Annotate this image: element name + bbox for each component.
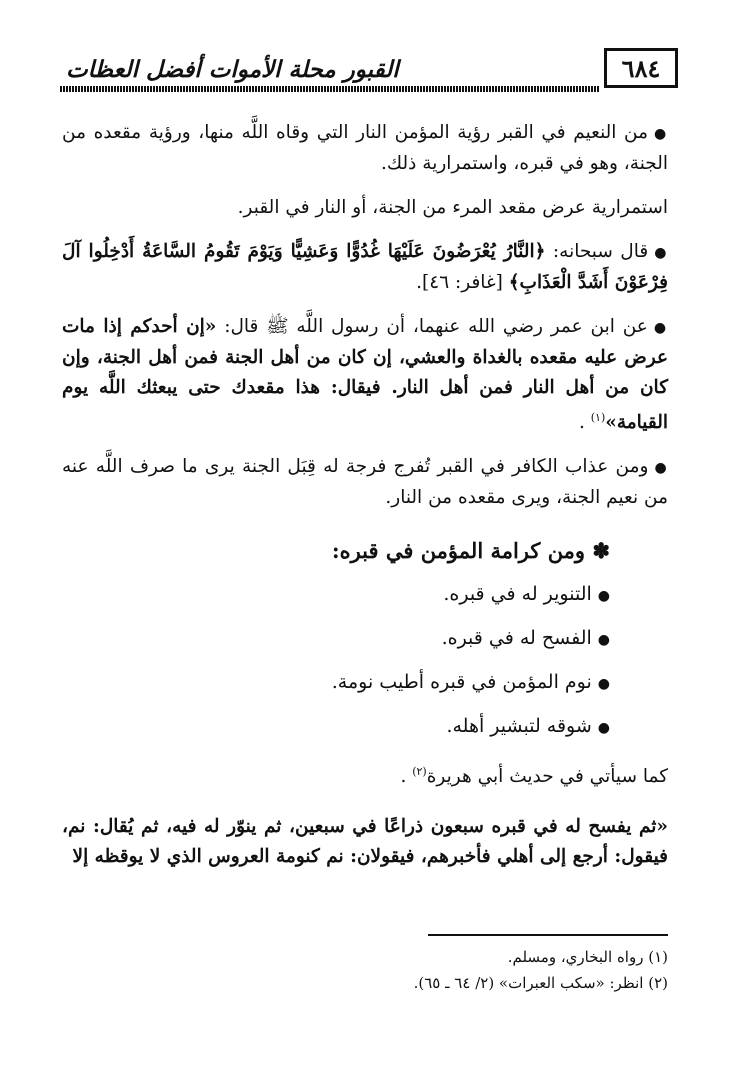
tail-text: . (400, 766, 413, 788)
hadith-text: «إن أحدكم إذا مات عرض عليه مقعده بالغداة والعشي، إن كان من أهل الجنة فمن أهل الجنة، وإن كان من أهل النار فمن أهل النار. فيقال: هذا مقعدك حتى يبعثك اللَّه يوم القيامة» (62, 316, 668, 434)
list-item-text: شوقه لتبشير أهله. (446, 715, 592, 738)
bullet-icon: ● (597, 720, 610, 737)
paragraph-3 (62, 237, 668, 298)
bullet-icon: ● (653, 320, 669, 336)
header-rule (60, 86, 600, 92)
bullet-icon: ● (654, 245, 668, 261)
tail-text: . (578, 412, 591, 434)
quran-verse: ﴿النَّارُ يُعْرَضُونَ عَلَيْهَا غُدُوًّا وَعَشِيًّا وَيَوْمَ تَقُومُ السَّاعَةُ أَدْخِلُوا آلَ فِرْعَوْنَ أَشَدَّ الْعَذَابِ﴾ (62, 241, 668, 293)
section-heading-text: ومن كرامة المؤمن في قبره: (331, 538, 586, 564)
bullet-icon: ● (654, 126, 668, 142)
section-note (62, 757, 668, 792)
section-heading (62, 535, 610, 567)
paragraph-5 (62, 452, 668, 513)
asterisk-icon: ✽ (592, 538, 610, 564)
bullet-icon: ● (654, 460, 669, 477)
list-item-text: نوم المؤمن في قبره أطيب نومة. (331, 671, 592, 694)
bullet-icon: ● (597, 588, 610, 605)
footnote-1: (١) رواه البخاري، ومسلم. (507, 948, 668, 966)
paragraph-2 (62, 193, 668, 223)
footnote-ref: (١) (590, 411, 606, 424)
list-item (62, 573, 610, 617)
running-title: القبور محلة الأموات أفضل العظات (66, 56, 399, 83)
verse-reference: [غافر: ٤٦]. (416, 272, 509, 293)
paragraph-4 (62, 312, 668, 438)
list-item (62, 705, 610, 749)
list-item-text: الفسح له في قبره. (441, 627, 592, 650)
bullet-icon: ● (597, 632, 610, 649)
closing-quote: «ثم يفسح له في قبره سبعون ذراعًا في سبعين، ثم ينوّر له فيه، ثم يُقال: نم، فيقول: أرجع إلى أهلي فأخبرهم، فيقولان: نم كنومة العروس الذي لا يوقظه إلا (62, 816, 668, 868)
lead-text: قال سبحانه: (545, 241, 649, 262)
paragraph-text: استمرارية عرض مقعد المرء من الجنة، أو النار في القبر. (237, 197, 668, 218)
footnotes (62, 934, 668, 996)
lead-text: عن ابن عمر رضي الله عنهما، أن رسول اللَّه ﷺ قال: (216, 316, 648, 337)
paragraph-text: من النعيم في القبر رؤية المؤمن النار التي وقاه اللَّه منها، ورؤية مقعده من الجنة، وهو في قبره، واستمرارية ذلك. (62, 122, 668, 174)
list-item (62, 661, 610, 705)
page-number: ٦٨٤ (604, 48, 678, 88)
page-header (60, 48, 678, 92)
note-text: كما سيأتي في حديث أبي هريرة (426, 766, 668, 788)
footnote-2: (٢) انظر: «سكب العبرات» (٢/ ٦٤ ـ ٦٥). (413, 974, 668, 992)
bullet-icon: ● (597, 676, 610, 693)
paragraph-1 (62, 118, 668, 179)
list-item-text: التنوير له في قبره. (443, 583, 592, 606)
footnote-rule (428, 934, 668, 936)
page-body (62, 118, 668, 872)
list-item (62, 617, 610, 661)
footnote-ref: (٢) (412, 765, 427, 779)
paragraph-text: ومن عذاب الكافر في القبر تُفرج فرجة له قِبَل الجنة يرى ما صرف اللَّه عنه من نعيم الجنة، ويرى مقعده من النار. (62, 456, 668, 509)
